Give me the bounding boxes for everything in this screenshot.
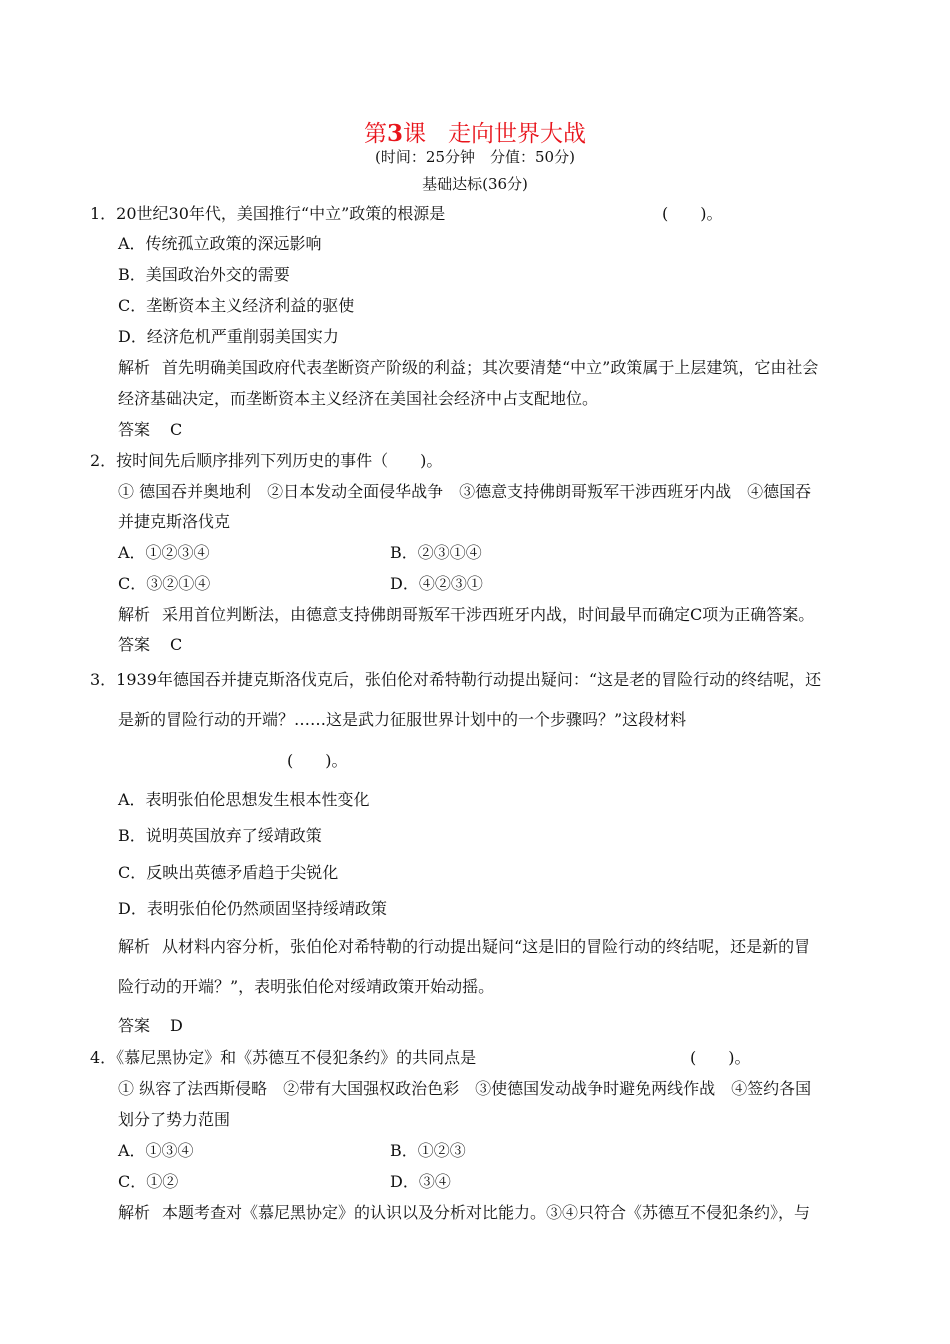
q3-analysis-text-2: 险行动的开端？”，表明张伯伦对绥靖政策开始动摇。 xyxy=(118,977,495,996)
q2-option-c: C．③②①④ xyxy=(118,574,211,593)
q3-analysis-text-1: 从材料内容分析，张伯伦对希特勒的行动提出疑问“这是旧的冒险行动的终结呢，还是新的冒 xyxy=(162,937,811,956)
q4-items-1: ① 纵容了法西斯侵略 ②带有大国强权政治色彩 ③使德国发动战争时避免两线作战 ④签约各国 xyxy=(118,1079,812,1098)
analysis-label: 解析 xyxy=(118,937,151,956)
analysis-label: 解析 xyxy=(118,358,151,377)
q3-option-c: C．反映出英德矛盾趋于尖锐化 xyxy=(118,863,339,882)
q2-analysis-text-1: 采用首位判断法，由德意支持佛朗哥叛军干涉西班牙内战，时间最早而确定C项为正确答案。 xyxy=(162,605,815,624)
q4-stem: 4．《慕尼黑协定》和《苏德互不侵犯条约》的共同点是 xyxy=(90,1048,477,1067)
q2-answer xyxy=(118,634,182,656)
q1-analysis-text-2: 经济基础决定，而垄断资本主义经济在美国社会经济中占支配地位。 xyxy=(118,389,599,408)
q4-option-c: C．①② xyxy=(118,1172,179,1191)
q3-analysis xyxy=(118,936,810,958)
title-number: 3 xyxy=(386,120,403,147)
answer-label: 答案 xyxy=(118,635,151,654)
q4-analysis xyxy=(118,1202,810,1224)
q2-answer-value: C xyxy=(170,635,183,654)
q3-option-a: A．表明张伯伦思想发生根本性变化 xyxy=(118,790,370,809)
q1-option-d: D．经济危机严重削弱美国实力 xyxy=(118,327,339,346)
q2-stem: 2．按时间先后顺序排列下列历史的事件（ )。 xyxy=(90,451,443,470)
q4-items-2: 划分了势力范围 xyxy=(118,1110,231,1129)
title-main: 走向世界大战 xyxy=(448,121,586,147)
q1-answer-value: C xyxy=(170,420,183,439)
q4-answer-paren: ( )。 xyxy=(690,1048,751,1067)
q3-answer-value: D xyxy=(170,1016,183,1035)
q1-option-a: A．传统孤立政策的深远影响 xyxy=(118,234,322,253)
q3-option-d: D．表明张伯伦仍然顽固坚持绥靖政策 xyxy=(118,899,387,918)
q1-option-b: B．美国政治外交的需要 xyxy=(118,265,290,284)
q1-analysis-text-1: 首先明确美国政府代表垄断资产阶级的利益；其次要清楚“中立”政策属于上层建筑，它由社会 xyxy=(162,358,819,377)
q4-analysis-text-1: 本题考查对《慕尼黑协定》的认识以及分析对比能力。③④只符合《苏德互不侵犯条约》，与 xyxy=(162,1203,811,1222)
q3-stem-2: 是新的冒险行动的开端？……这是武力征服世界计划中的一个步骤吗？”这段材料 xyxy=(118,710,687,729)
q4-option-a: A．①③④ xyxy=(118,1141,194,1160)
q1-answer xyxy=(118,419,182,441)
q3-answer-paren: ( )。 xyxy=(287,751,348,770)
q1-answer-paren: ( )。 xyxy=(662,204,723,223)
q4-option-d: D．③④ xyxy=(390,1172,451,1191)
lesson-title xyxy=(0,118,950,150)
q3-answer xyxy=(118,1015,183,1037)
q2-analysis xyxy=(118,604,814,626)
title-suffix: 课 xyxy=(403,121,426,147)
section-heading: 基础达标(36分) xyxy=(422,175,528,193)
analysis-label: 解析 xyxy=(118,605,151,624)
q2-option-b: B．②③①④ xyxy=(390,543,482,562)
analysis-label: 解析 xyxy=(118,1203,151,1222)
time-score-info: (时间：25分钟 分值：50分) xyxy=(375,148,575,166)
q2-items-1: ① 德国吞并奥地利 ②日本发动全面侵华战争 ③德意支持佛朗哥叛军干涉西班牙内战 ④德国吞 xyxy=(118,482,812,501)
answer-label: 答案 xyxy=(118,420,151,439)
q3-stem-1: 3．1939年德国吞并捷克斯洛伐克后，张伯伦对希特勒行动提出疑问：“这是老的冒险行动的终结呢，还 xyxy=(90,670,822,689)
q2-option-a: A．①②③④ xyxy=(118,543,210,562)
q1-stem: 1．20世纪30年代，美国推行“中立”政策的根源是 xyxy=(90,204,446,223)
q4-option-b: B．①②③ xyxy=(390,1141,466,1160)
answer-label: 答案 xyxy=(118,1016,151,1035)
title-prefix: 第 xyxy=(363,121,387,147)
q2-items-2: 并捷克斯洛伐克 xyxy=(118,512,231,531)
q3-option-b: B．说明英国放弃了绥靖政策 xyxy=(118,826,322,845)
q1-analysis xyxy=(118,357,818,379)
q1-option-c: C．垄断资本主义经济利益的驱使 xyxy=(118,296,355,315)
q2-option-d: D．④②③① xyxy=(390,574,483,593)
